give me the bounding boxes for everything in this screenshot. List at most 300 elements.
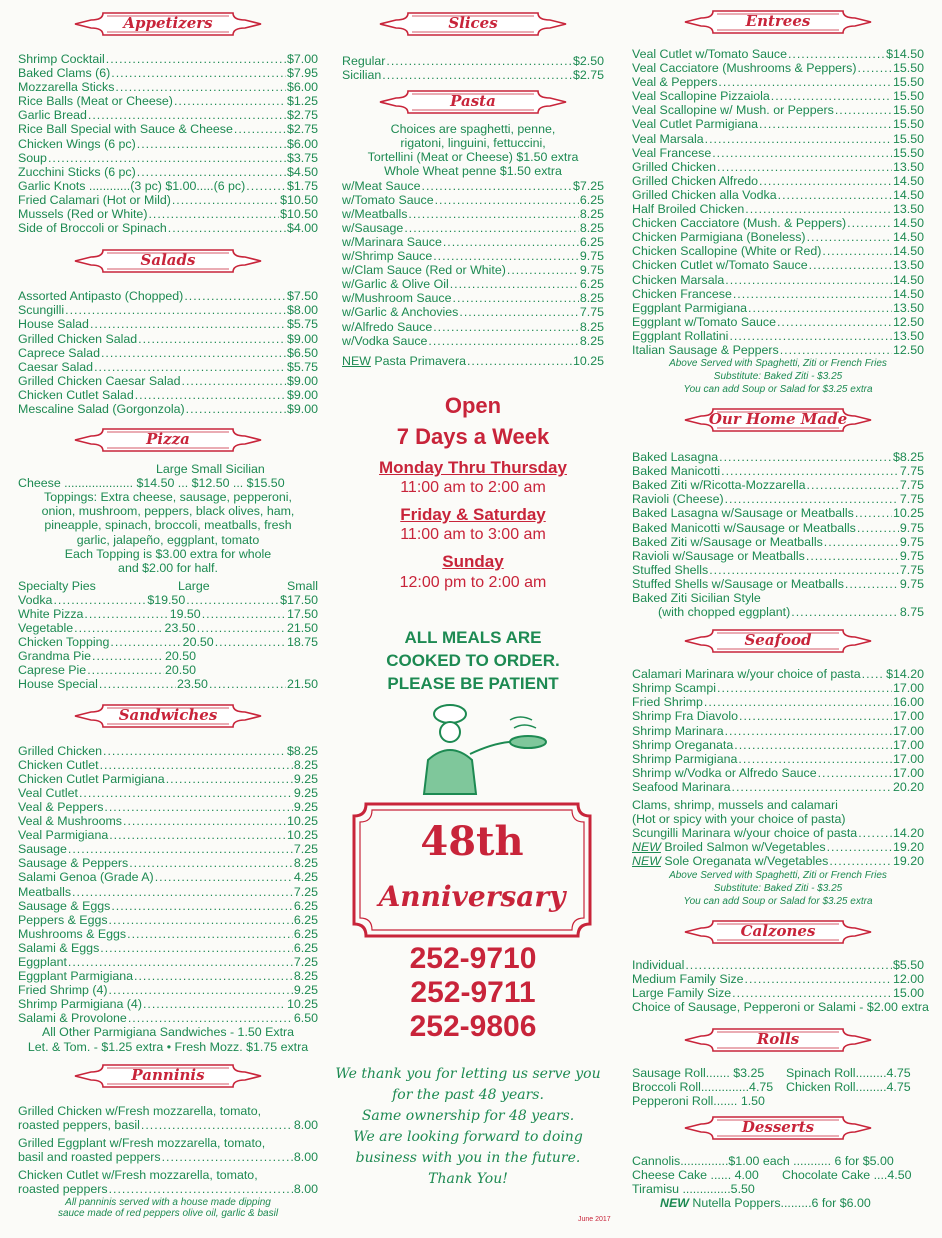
dot-leader — [382, 68, 572, 82]
dot-leader — [234, 122, 286, 136]
calzones-list — [632, 958, 924, 1000]
primavera-name: Pasta Primavera — [374, 353, 466, 368]
pasta-intro-line: rigatoni, linguini, fettuccini, — [400, 136, 546, 151]
dot-leader — [435, 193, 579, 207]
pannini-price: 8.00 — [293, 1149, 318, 1164]
sausage-roll: Sausage Roll....... $3.25 — [632, 1065, 765, 1080]
rolls-row-1 — [632, 1066, 924, 1080]
specialty-name: White Pizza — [18, 607, 84, 621]
menu-item-price: 6.25 — [293, 940, 318, 955]
calzones-title: Calzones — [740, 921, 816, 940]
menu-item-name: Veal & Peppers — [18, 799, 104, 814]
menu-item-row — [632, 535, 924, 549]
open-days: 7 Days a Week — [396, 424, 550, 449]
panninis-title: Panninis — [131, 1065, 205, 1084]
menu-item-price: $8.25 — [286, 743, 318, 758]
dot-leader — [129, 856, 293, 870]
specialty-name: Caprese Pie — [18, 663, 87, 678]
column-left — [18, 0, 318, 1220]
menu-item-name: Baked Clams (6) — [18, 66, 111, 81]
thank-you-note — [330, 1064, 606, 1190]
topping-line: onion, mushroom, peppers, black olives, ham, — [41, 504, 295, 519]
ziti-sicilian-row — [632, 605, 924, 619]
menu-item-price: $9.00 — [286, 387, 318, 402]
menu-item-price: $3.75 — [286, 150, 318, 165]
menu-item-name: Veal Marsala — [632, 131, 704, 146]
menu-item-row — [18, 108, 318, 122]
menu-item-row — [18, 758, 318, 772]
new-tag-nutella: NEW — [660, 1196, 689, 1211]
menu-item-price: 14.50 — [892, 244, 924, 259]
dot-leader — [168, 221, 286, 235]
menu-item-name: w/Sausage — [342, 220, 404, 235]
spacer — [196, 649, 318, 663]
dot-leader — [862, 667, 885, 681]
menu-item-price: 17.00 — [892, 765, 924, 780]
homemade-list — [632, 450, 924, 591]
menu-item-row — [18, 913, 318, 927]
menu-item-name: Zucchini Sticks (6 pc) — [18, 164, 136, 179]
menu-item-row — [18, 122, 318, 136]
dot-leader — [106, 52, 286, 66]
menu-item-row — [18, 137, 318, 151]
menu-item-price: $14.50 — [886, 47, 924, 61]
dot-leader — [704, 695, 892, 709]
menu-item-name: Garlic Knots ............(3 pc) $1.00.....(6 pc) — [18, 178, 246, 193]
menu-item-name: Chicken Cutlet Salad — [18, 387, 134, 402]
menu-item-name: Soup — [18, 150, 47, 165]
pannini-name: roasted peppers, basil — [18, 1117, 140, 1132]
specialty-small: 18.75 — [286, 635, 318, 650]
menu-item-row — [632, 146, 924, 160]
pasta-intro — [342, 122, 604, 178]
menu-item-row — [342, 68, 604, 82]
menu-item-name: Mussels (Red or White) — [18, 207, 148, 222]
menu-item-price: 7.75 — [899, 492, 924, 507]
phone-1: 252-9710 — [409, 942, 537, 975]
menu-item-name: Medium Family Size — [632, 971, 744, 986]
menu-item-row — [342, 179, 604, 193]
menu-item-price: 6.25 — [293, 898, 318, 913]
open-title: Open — [444, 393, 502, 418]
menu-item-name: Eggplant Rollatini — [632, 328, 729, 343]
pasta-title: Pasta — [450, 92, 496, 111]
menu-item-name: Veal Scallopine w/ Mush. or Peppers — [632, 103, 834, 118]
menu-item-price: 6.25 — [579, 192, 604, 207]
menu-item-name: w/Clam Sauce (Red or White) — [342, 263, 506, 278]
dot-leader — [84, 607, 168, 621]
dot-leader — [202, 607, 286, 621]
menu-item-price: 9.75 — [899, 548, 924, 563]
dot-leader — [72, 885, 293, 899]
scungilli-name: Scungilli Marinara w/your choice of pasta — [632, 826, 858, 841]
menu-item-row — [632, 724, 924, 738]
menu-item-name: Chicken Wings (6 pc) — [18, 136, 136, 151]
dot-leader — [712, 146, 892, 160]
fri-sat-label: Friday & Saturday — [400, 505, 546, 524]
dot-leader — [65, 303, 286, 317]
menu-item-row — [632, 117, 924, 131]
specialty-head — [18, 579, 318, 593]
menu-item-price: 7.25 — [293, 884, 318, 899]
menu-item-price: 13.50 — [892, 328, 924, 343]
panninis-list — [18, 1104, 318, 1197]
menu-item-name: Grilled Chicken Caesar Salad — [18, 373, 181, 388]
menu-item-row — [632, 301, 924, 315]
menu-item-row — [18, 828, 318, 842]
dot-leader — [88, 108, 286, 122]
menu-item-name: Shrimp Cocktail — [18, 52, 105, 66]
topping-line: pineapple, spinach, broccoli, meatballs, fresh — [44, 518, 292, 533]
menu-item-name: Shrimp Fra Diavolo — [632, 709, 739, 724]
dot-leader — [386, 54, 572, 68]
dot-leader — [733, 287, 892, 301]
dot-leader — [110, 635, 181, 649]
menu-item-price: 10.25 — [286, 828, 318, 843]
specialty-name: Vodka — [18, 592, 53, 607]
menu-item-price: 17.00 — [892, 723, 924, 738]
menu-item-row — [18, 221, 318, 235]
pasta-list — [342, 179, 604, 348]
menu-item-name: Mozzarella Sticks — [18, 80, 115, 95]
menu-item-name: Chicken Scallopine (White or Red) — [632, 244, 822, 259]
menu-item-row — [342, 305, 604, 319]
menu-item-price: 15.50 — [892, 75, 924, 90]
dot-leader — [857, 521, 899, 535]
menu-item-name: w/Garlic & Olive Oil — [342, 277, 449, 292]
menu-item-row — [18, 360, 318, 374]
menu-item-row — [18, 983, 318, 997]
dot-leader — [166, 772, 293, 786]
dot-leader — [90, 317, 286, 331]
menu-item-name: Sausage & Peppers — [18, 856, 129, 871]
menu-item-name: Chicken Parmigiana (Boneless) — [632, 230, 806, 245]
pizza-toppings — [18, 490, 318, 575]
dot-leader — [748, 301, 892, 315]
salmon-row — [632, 840, 924, 854]
chocolate-cake: Chocolate Cake ....4.50 — [782, 1168, 912, 1183]
specialty-name: House Special — [18, 677, 98, 692]
dot-leader — [128, 1011, 293, 1025]
menu-item-name: Ravioli (Cheese) — [632, 492, 724, 507]
cheese-prices: .................... $14.50 ... $12.50 ... $15.50 — [64, 476, 285, 491]
menu-item-price: $1.25 — [286, 94, 318, 109]
dot-leader — [215, 635, 286, 649]
menu-item-name: Chicken Cutlet — [18, 757, 99, 772]
seafood-banner — [683, 627, 873, 655]
menu-item-row — [632, 273, 924, 287]
menu-item-row — [18, 374, 318, 388]
appetizers-banner — [73, 10, 263, 38]
menu-item-row — [18, 151, 318, 165]
pannini-line-1: Grilled Eggplant w/Fresh mozzarella, tomato, — [18, 1135, 266, 1150]
menu-item-price: 8.25 — [579, 319, 604, 334]
menu-item-name: Grilled Chicken — [18, 743, 103, 758]
menu-item-name: Eggplant w/Tomato Sauce — [632, 314, 776, 329]
anniversary-word: Anniversary — [378, 880, 566, 913]
menu-item-row — [632, 329, 924, 343]
dot-leader — [732, 986, 892, 1000]
menu-item-price: 6.25 — [293, 912, 318, 927]
dot-leader — [135, 388, 286, 402]
dot-leader — [408, 207, 578, 221]
menu-item-row — [632, 47, 924, 61]
menu-item-price: $6.00 — [286, 80, 318, 95]
topping-line: and $2.00 for half. — [118, 560, 218, 575]
menu-item-row — [18, 814, 318, 828]
dot-leader — [127, 927, 293, 941]
chicken-roll: Chicken Roll.........4.75 — [786, 1079, 911, 1094]
menu-item-price: 4.25 — [293, 870, 318, 885]
pasta-intro-line: Tortellini (Meat or Cheese) $1.50 extra — [367, 150, 579, 165]
ziti-sicilian-line-1: Baked Ziti Sicilian Style — [632, 591, 761, 605]
menu-item-name: Shrimp Oreganata — [632, 737, 734, 752]
menu-item-price: $4.50 — [286, 164, 318, 179]
calzones-banner — [683, 918, 873, 946]
dot-leader — [53, 593, 146, 607]
menu-item-name: Meatballs — [18, 884, 72, 899]
menu-item-row — [18, 969, 318, 983]
menu-item-name: Veal Parmigiana — [18, 828, 109, 843]
dot-leader — [87, 663, 164, 677]
dot-leader — [809, 258, 892, 272]
specialty-row — [18, 621, 318, 635]
menu-item-row — [18, 927, 318, 941]
menu-item-price: $5.75 — [286, 359, 318, 374]
sandwich-note-1: All Other Parmigiana Sandwiches - 1.50 Extra — [41, 1025, 295, 1040]
menu-item-price: 8.25 — [579, 206, 604, 221]
specialty-row — [18, 635, 318, 649]
dot-leader — [778, 188, 892, 202]
primavera-price: 10.25 — [572, 353, 604, 368]
menu-item-name: Grilled Chicken — [632, 159, 717, 174]
dot-leader — [48, 151, 286, 165]
spacer — [196, 663, 318, 677]
menu-item-row — [632, 478, 924, 492]
menu-item-name: Mushrooms & Eggs — [18, 926, 127, 941]
specialty-name: Grandma Pie — [18, 649, 92, 664]
pannini-row — [18, 1150, 318, 1164]
dot-leader — [428, 334, 578, 348]
dot-leader — [104, 800, 292, 814]
sandwiches-banner — [73, 702, 263, 730]
sole-price: 19.20 — [892, 854, 924, 869]
menu-item-name: Fried Shrimp (4) — [18, 983, 108, 998]
menu-item-price: 14.50 — [892, 230, 924, 245]
menu-item-name: Veal & Mushrooms — [18, 814, 122, 829]
menu-item-price: 15.50 — [892, 117, 924, 132]
menu-item-row — [632, 549, 924, 563]
dot-leader — [717, 681, 892, 695]
dot-leader — [92, 649, 164, 663]
anniversary-box — [352, 802, 592, 938]
menu-item-row — [632, 492, 924, 506]
menu-item-row — [632, 315, 924, 329]
thanks-line-4: We are looking forward to doing — [353, 1129, 583, 1145]
menu-item-row — [342, 193, 604, 207]
sole-name: Sole Oreganata w/Vegetables — [664, 854, 829, 869]
dot-leader — [725, 492, 899, 506]
new-tag-sole: NEW — [632, 854, 661, 869]
dot-leader — [806, 549, 899, 563]
menu-item-name: Garlic Bread — [18, 108, 87, 123]
menu-item-name: Fried Calamari (Hot or Mild) — [18, 192, 171, 207]
pasta-primavera-row — [342, 354, 604, 368]
menu-item-price: $8.00 — [286, 303, 318, 318]
dot-leader — [788, 47, 885, 61]
dot-leader — [246, 179, 286, 193]
dot-leader — [141, 1118, 293, 1132]
desserts-title: Desserts — [741, 1118, 815, 1137]
salads-list — [18, 289, 318, 416]
specialty-row — [18, 677, 318, 691]
menu-item-price: 8.25 — [293, 757, 318, 772]
menu-item-price: 9.25 — [293, 799, 318, 814]
menu-item-name: Eggplant Parmigiana — [18, 969, 134, 984]
dot-leader — [734, 738, 892, 752]
dot-leader — [433, 249, 579, 263]
entrees-title: Entrees — [745, 12, 811, 30]
menu-item-price: $5.50 — [892, 957, 924, 972]
dot-leader — [155, 870, 293, 884]
rolls-banner — [683, 1026, 873, 1054]
scungilli-row — [632, 826, 924, 840]
menu-item-row — [632, 244, 924, 258]
menu-item-price: $9.00 — [286, 401, 318, 416]
menu-item-row — [18, 1011, 318, 1025]
menu-item-row — [342, 207, 604, 221]
dot-leader — [109, 983, 293, 997]
menu-item-price: 14.50 — [892, 187, 924, 202]
menu-item-price: 9.75 — [899, 576, 924, 591]
menu-item-name: Grilled Chicken alla Vodka — [632, 187, 777, 202]
menu-item-price: 13.50 — [892, 202, 924, 217]
thanks-line-6: Thank You! — [428, 1171, 508, 1187]
menu-item-name: w/Meat Sauce — [342, 178, 421, 193]
menu-item-row — [632, 681, 924, 695]
specialty-row — [18, 649, 318, 663]
dot-leader — [777, 315, 892, 329]
pannini-row — [18, 1118, 318, 1132]
dot-leader — [404, 221, 579, 235]
menu-item-row — [632, 521, 924, 535]
menu-item-price: $8.25 — [892, 450, 924, 465]
menu-item-row — [18, 289, 318, 303]
pasta-banner — [378, 88, 568, 116]
menu-item-name: Baked Lasagna — [632, 450, 719, 465]
dot-leader — [685, 958, 892, 972]
menu-item-price: 6.25 — [579, 277, 604, 292]
sandwiches-list — [18, 744, 318, 1026]
menu-item-price: $14.20 — [886, 667, 924, 682]
dot-leader — [822, 244, 892, 258]
menu-item-row — [18, 899, 318, 913]
menu-item-name: Baked Ziti w/Ricotta-Mozzarella — [632, 478, 806, 493]
menu-item-row — [18, 388, 318, 402]
cheese-label: Cheese — [18, 476, 61, 491]
menu-item-name: Caesar Salad — [18, 359, 94, 374]
menu-item-price: $5.75 — [286, 317, 318, 332]
menu-item-row — [632, 287, 924, 301]
menu-item-name: w/Vodka Sauce — [342, 333, 428, 348]
seafood-clams-1: Clams, shrimp, mussels and calamari — [632, 798, 838, 813]
dot-leader — [738, 752, 892, 766]
menu-item-row — [342, 291, 604, 305]
dot-leader — [74, 621, 163, 635]
menu-item-name: Seafood Marinara — [632, 779, 731, 794]
new-tag-salmon: NEW — [632, 840, 661, 855]
dot-leader — [855, 506, 892, 520]
meals-line-2: COOKED TO ORDER. — [386, 651, 560, 670]
menu-item-name: House Salad — [18, 317, 89, 332]
menu-item-price: 17.00 — [892, 751, 924, 766]
menu-item-row — [632, 577, 924, 591]
menu-item-row — [18, 856, 318, 870]
menu-item-name: Veal Cutlet — [18, 785, 78, 800]
menu-item-name: Grilled Chicken Salad — [18, 331, 138, 346]
menu-item-row — [18, 80, 318, 94]
menu-item-name: Assorted Antipasto (Chopped) — [18, 289, 184, 304]
homemade-title: Our Home Made — [708, 410, 848, 429]
spinach-roll: Spinach Roll.........4.75 — [786, 1065, 911, 1080]
menu-item-name: Scungilli — [18, 303, 65, 318]
menu-item-price: 13.50 — [892, 300, 924, 315]
menu-item-row — [18, 52, 318, 66]
menu-item-name: Baked Ziti w/Sausage or Meatballs — [632, 534, 823, 549]
menu-item-name: Veal Francese — [632, 145, 712, 160]
specialty-head-small: Small — [287, 578, 318, 593]
dot-leader — [143, 997, 286, 1011]
phone-numbers — [342, 942, 604, 1044]
menu-item-name: Large Family Size — [632, 985, 732, 1000]
specialty-large: 20.50 — [182, 635, 214, 650]
dot-leader — [718, 75, 892, 89]
menu-item-name: Chicken Marsala — [632, 272, 725, 287]
menu-item-price: $1.75 — [286, 178, 318, 193]
specialty-list — [18, 593, 318, 692]
fri-sat-time: 11:00 am to 3:00 am — [400, 526, 546, 543]
menu-item-row — [18, 955, 318, 969]
calzones-note: Choice of Sausage, Pepperoni or Salami - $2.00 extra — [632, 999, 929, 1014]
sole-row — [632, 854, 924, 868]
dot-leader — [709, 563, 899, 577]
menu-item-price: $2.50 — [572, 54, 604, 68]
pizza-cheese-row — [18, 476, 318, 490]
menu-item-price: 9.25 — [293, 785, 318, 800]
menu-item-price: 9.25 — [293, 771, 318, 786]
appetizers-title: Appetizers — [123, 14, 213, 32]
menu-item-price: $9.00 — [286, 373, 318, 388]
seafood-clams-2: (Hot or spicy with your choice of pasta) — [632, 812, 846, 827]
menu-item-row — [18, 402, 318, 416]
menu-item-row — [632, 464, 924, 478]
menu-item-name: w/Tomato Sauce — [342, 192, 434, 207]
topping-line: garlic, jalapeño, eggplant, tomato — [76, 532, 260, 547]
menu-item-row — [18, 303, 318, 317]
entrees-list — [632, 47, 924, 357]
menu-item-price: 7.75 — [579, 305, 604, 320]
dot-leader — [732, 780, 892, 794]
menu-item-price: 14.50 — [892, 216, 924, 231]
desserts-banner — [683, 1114, 873, 1142]
menu-item-price: 6.25 — [293, 926, 318, 941]
menu-item-row — [632, 506, 924, 520]
menu-item-price: 14.50 — [892, 286, 924, 301]
dot-leader — [184, 289, 286, 303]
specialty-name: Vegetable — [18, 621, 74, 636]
seafood-note-1: Above Served with Spaghetti, Ziti or French Fries — [669, 869, 887, 881]
dot-leader — [725, 724, 892, 738]
